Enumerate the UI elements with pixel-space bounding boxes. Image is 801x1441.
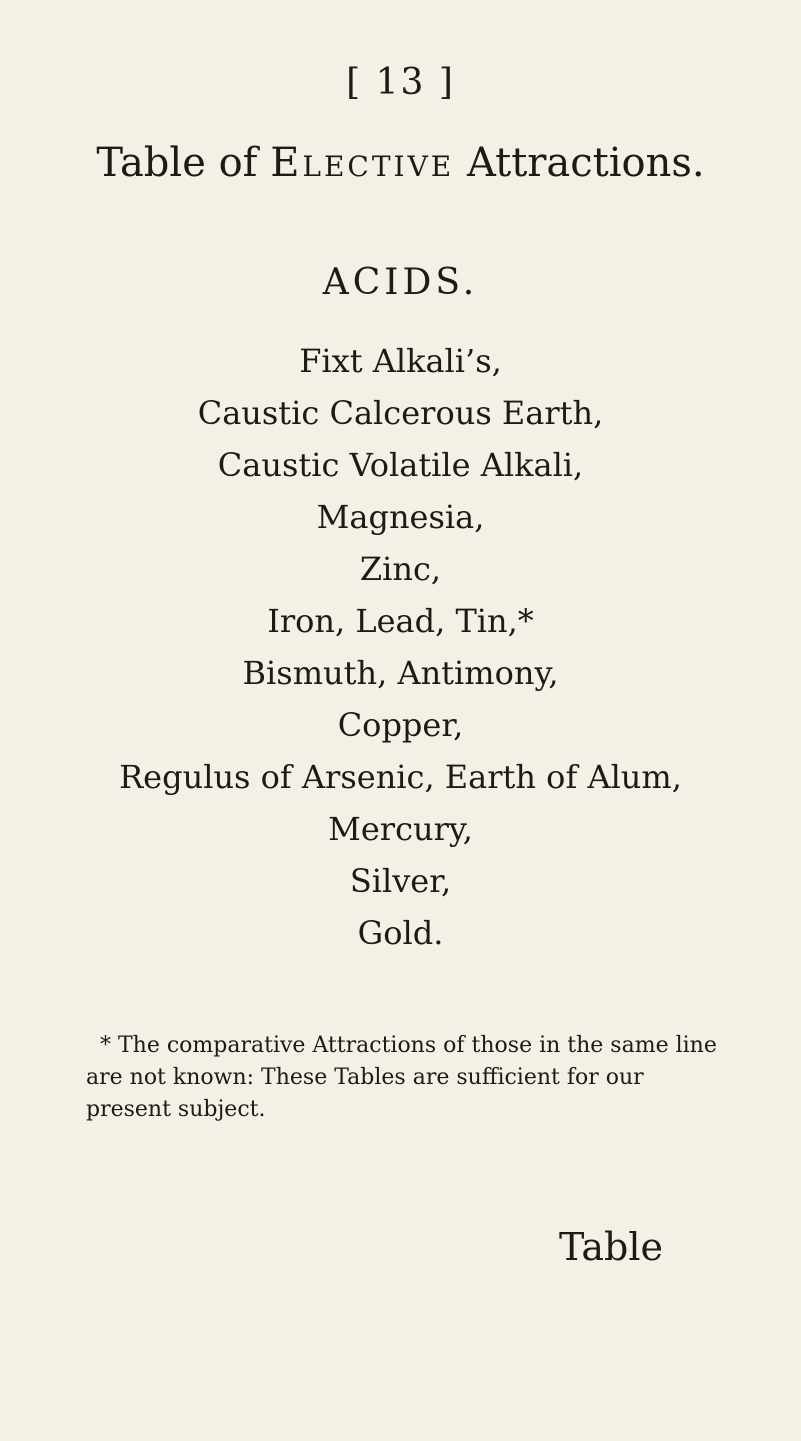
title-suffix: Attractions. bbox=[466, 140, 705, 186]
catchword: Table bbox=[558, 1225, 663, 1269]
title-smallcaps: Elective bbox=[270, 140, 455, 186]
attraction-list bbox=[0, 335, 801, 959]
page-number: [ 13 ] bbox=[346, 62, 455, 103]
list-item: Silver, bbox=[349, 862, 452, 900]
list-item: Gold. bbox=[357, 914, 444, 952]
page-title bbox=[0, 140, 801, 186]
list-item: Iron, Lead, Tin,* bbox=[267, 602, 534, 640]
footnote: * The comparative Attractions of those in the same line are not known: These Tables are sufficient for our present subject. bbox=[86, 1033, 717, 1122]
section-heading: ACIDS. bbox=[322, 262, 479, 303]
list-item: Mercury, bbox=[328, 810, 473, 848]
title-prefix: Table of bbox=[96, 140, 258, 186]
list-item: Copper, bbox=[337, 706, 464, 744]
list-item: Magnesia, bbox=[316, 498, 485, 536]
list-item: Regulus of Arsenic, Earth of Alum, bbox=[119, 758, 682, 796]
list-item: Fixt Alkali’s, bbox=[299, 342, 502, 380]
list-item: Caustic Volatile Alkali, bbox=[217, 446, 584, 484]
list-item: Bismuth, Antimony, bbox=[242, 654, 559, 692]
list-item: Zinc, bbox=[359, 550, 442, 588]
list-item: Caustic Calcerous Earth, bbox=[197, 394, 604, 432]
